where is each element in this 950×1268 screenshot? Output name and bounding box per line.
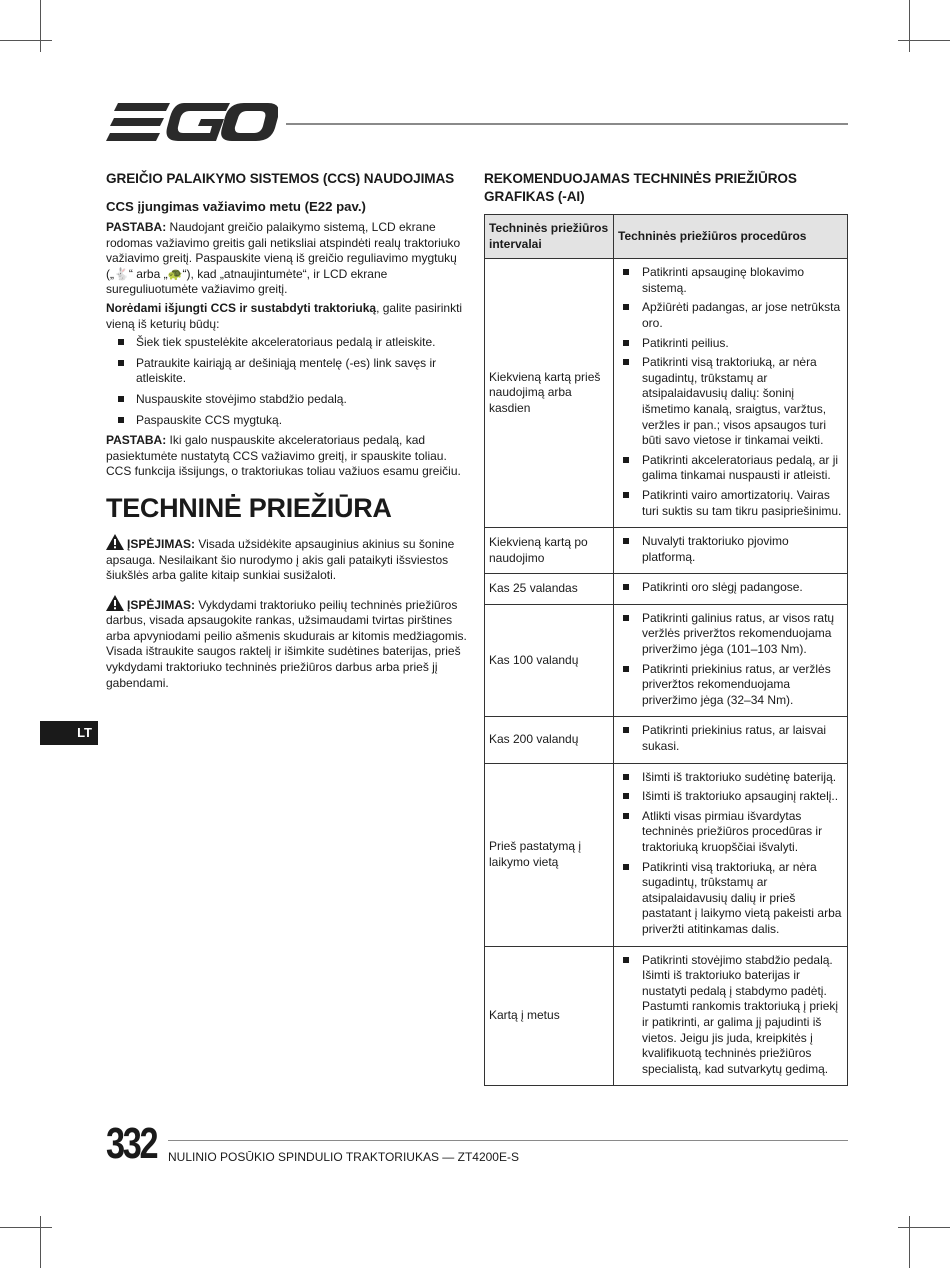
left-column: [106, 170, 471, 702]
list-item: Patikrinti visą traktoriuką, ar nėra sugadintų, trūkstamų ar atsipalaidavusių dalių ir prieš pastatant į laikymo vietą pakeisti arba priveržti atitinkamas dalis.: [623, 860, 843, 938]
procedure-list: [618, 953, 843, 1078]
interval-cell: Kas 200 valandų: [485, 717, 614, 763]
table-row: [485, 946, 848, 1086]
list-item: Patikrinti visą traktoriuką, ar nėra sugadintų, trūkstamų ar atsipalaidavusių dalių: šoninį išmetimo kanalą, sraigtus, varžtus, veržles ir pan.; visos apsaugos turi būti savo vietose ir tinkamai veikti.: [623, 355, 843, 449]
crop-mark: [909, 1216, 910, 1268]
warning-label: ĮSPĖJIMAS:: [127, 597, 196, 612]
list-item: Patikrinti akceleratoriaus pedalą, ar ji galima tinkamai nuspausti ir atleisti.: [623, 453, 843, 484]
table-row: [485, 259, 848, 528]
table-header-row: [485, 215, 848, 259]
note-label: PASTABA:: [106, 220, 167, 234]
crop-mark: [898, 40, 950, 41]
note-text: Naudojant greičio palaikymo sistemą, LCD ekrane rodomas važiavimo greitis gali netiksliai atspindėti realų traktoriuko važiavimo greitį. Paspauskite vieną iš greičio reguliavimo mygtukų („🐇“ arba „🐢“), kad „atnaujintumėte“, ir LCD ekrane sureguliuotumėte važiavimo greitį.: [106, 220, 461, 297]
list-item: Patikrinti oro slėgį padangose.: [623, 580, 843, 596]
subtitle-ccs-engage: CCS įjungimas važiavimo metu (E22 pav.): [106, 199, 366, 214]
crop-mark: [40, 1216, 41, 1268]
procedure-list: [618, 770, 843, 938]
footer-rule: [168, 1140, 848, 1141]
procedures-cell: [614, 528, 848, 574]
crop-mark: [40, 0, 41, 52]
instruction-text: , galite pasirinkti vieną iš keturių būdų:: [106, 300, 463, 331]
list-item: Paspauskite CCS mygtuką.: [118, 413, 471, 429]
warning-label: ĮSPĖJIMAS:: [127, 536, 196, 551]
list-item: Patikrinti priekinius ratus, ar veržlės priveržtos rekomenduojama priveržimo jėga (32–34 Nm).: [623, 662, 843, 709]
table-row: [485, 528, 848, 574]
procedure-list: [618, 723, 843, 754]
ccs-disengage-list: [106, 335, 471, 428]
list-item: Patikrinti vairo amortizatorių. Vairas turi suktis su tam tikru pasipriešinimu.: [623, 488, 843, 519]
table-body: [485, 259, 848, 1086]
maintenance-title: TECHNINĖ PRIEŽIŪRA: [106, 492, 392, 523]
crop-mark: [0, 40, 52, 41]
list-item: Nuvalyti traktoriuko pjovimo platformą.: [623, 534, 843, 565]
table-row: [485, 574, 848, 605]
crop-mark: [909, 0, 910, 52]
list-item: Nuspauskite stovėjimo stabdžio pedalą.: [118, 392, 471, 408]
note-paragraph: [106, 220, 471, 298]
warning-triangle-icon: [106, 534, 124, 550]
interval-cell: Prieš pastatymą į laikymo vietą: [485, 763, 614, 946]
warning-text: Visada užsidėkite apsauginius akinius su šonine apsauga. Nesilaikant šio nurodymo į akis gali pataikyti išsviestos šiukšlės arba galite kitaip sunkiai susižaloti.: [106, 536, 455, 583]
crop-mark: [0, 1227, 52, 1228]
note-label: PASTABA:: [106, 433, 167, 448]
procedures-cell: [614, 717, 848, 763]
interval-cell: Kiekvieną kartą po naudojimo: [485, 528, 614, 574]
list-item: Patikrinti priekinius ratus, ar laisvai sukasi.: [623, 723, 843, 754]
list-item: Apžiūrėti padangas, ar jose netrūksta oro.: [623, 300, 843, 331]
section-title-ccs: GREIČIO PALAIKYMO SISTEMOS (CCS) NAUDOJIMAS: [106, 171, 455, 186]
note-text: Iki galo nuspauskite akceleratoriaus pedalą, kad pasiektumėte nustatytą CCS važiavimo greitį, ir spauskite toliau. CCS funkcija išsijungs, o traktoriukas toliau važiuos esamu greičiu.: [106, 433, 461, 479]
crop-mark: [898, 1227, 950, 1228]
list-item: Išimti iš traktoriuko sudėtinę bateriją.: [623, 770, 843, 786]
warning-triangle-icon: [106, 595, 124, 611]
list-item: Patikrinti galinius ratus, ar visos ratų veržlės priveržtos rekomenduojama priveržimo jėga (101–103 Nm).: [623, 611, 843, 658]
procedure-list: [618, 265, 843, 519]
header-rule: [286, 123, 848, 125]
list-item: Patikrinti peilius.: [623, 336, 843, 352]
instruction-bold: Norėdami išjungti CCS ir sustabdyti traktoriuką: [106, 300, 377, 315]
maintenance-schedule-table: [484, 214, 848, 1086]
procedures-cell: [614, 946, 848, 1086]
procedures-cell: [614, 763, 848, 946]
procedures-cell: [614, 574, 848, 605]
list-item: Patraukite kairiąją ar dešiniąją mentelę (-es) link savęs ir atleiskite.: [118, 356, 471, 387]
procedure-list: [618, 580, 843, 596]
list-item: Šiek tiek spustelėkite akceleratoriaus pedalą ir atleiskite.: [118, 335, 471, 351]
procedure-list: [618, 534, 843, 565]
table-row: [485, 763, 848, 946]
page-number: 332: [106, 1119, 157, 1168]
warning-paragraph: [106, 595, 471, 692]
table-row: [485, 604, 848, 717]
header-interval: Techninės priežiūros intervalai: [485, 215, 614, 259]
procedures-cell: [614, 604, 848, 717]
ego-logo: [106, 101, 278, 145]
list-item: Išimti iš traktoriuko apsauginį raktelį..: [623, 789, 843, 805]
right-column: [484, 170, 848, 1086]
warning-text: Vykdydami traktoriuko peilių techninės priežiūros darbus, visada apsaugokite rankas, užsimaudami tvirtas pirštines arba apvyniodami peilio ašmenis skudurais ar kitomis medžiagomis. Visada ištraukite saugos raktelį ir išimkite sudėtines baterijas, prieš vykdydami traktoriuko techninės priežiūros darbus arba prieš jį gabendami.: [106, 597, 467, 690]
interval-cell: Kiekvieną kartą prieš naudojimą arba kasdien: [485, 259, 614, 528]
interval-cell: Kas 100 valandų: [485, 604, 614, 717]
instruction-paragraph: [106, 301, 471, 332]
procedure-list: [618, 611, 843, 709]
list-item: Patikrinti stovėjimo stabdžio pedalą. Išimti iš traktoriuko baterijas ir nustatyti pedalą į stabdymo padėtį. Pastumti rankomis traktoriuką į priekį ir patikrinti, ar galima jį pajudinti iš vietos. Jeigu jis juda, kreipkitės į kvalifikuotą techninės priežiūros specialistą, kad sutvarkytų gedimą.: [623, 953, 843, 1078]
footer-title: NULINIO POSŪKIO SPINDULIO TRAKTORIUKAS — ZT4200E-S: [168, 1150, 519, 1164]
list-item: Atlikti visas pirmiau išvardytas techninės priežiūros procedūras ir traktoriuką kruopščiai išvalyti.: [623, 809, 843, 856]
section-title-schedule: REKOMENDUOJAMAS TECHNINĖS PRIEŽIŪROS GRAFIKAS (-AI): [484, 171, 797, 204]
language-tab: LT: [40, 721, 98, 745]
list-item: Patikrinti apsauginę blokavimo sistemą.: [623, 265, 843, 296]
note-paragraph: [106, 433, 471, 480]
procedures-cell: [614, 259, 848, 528]
header-procedures: Techninės priežiūros procedūros: [614, 215, 848, 259]
interval-cell: Kas 25 valandas: [485, 574, 614, 605]
table-row: [485, 717, 848, 763]
interval-cell: Kartą į metus: [485, 946, 614, 1086]
warning-paragraph: [106, 534, 471, 584]
